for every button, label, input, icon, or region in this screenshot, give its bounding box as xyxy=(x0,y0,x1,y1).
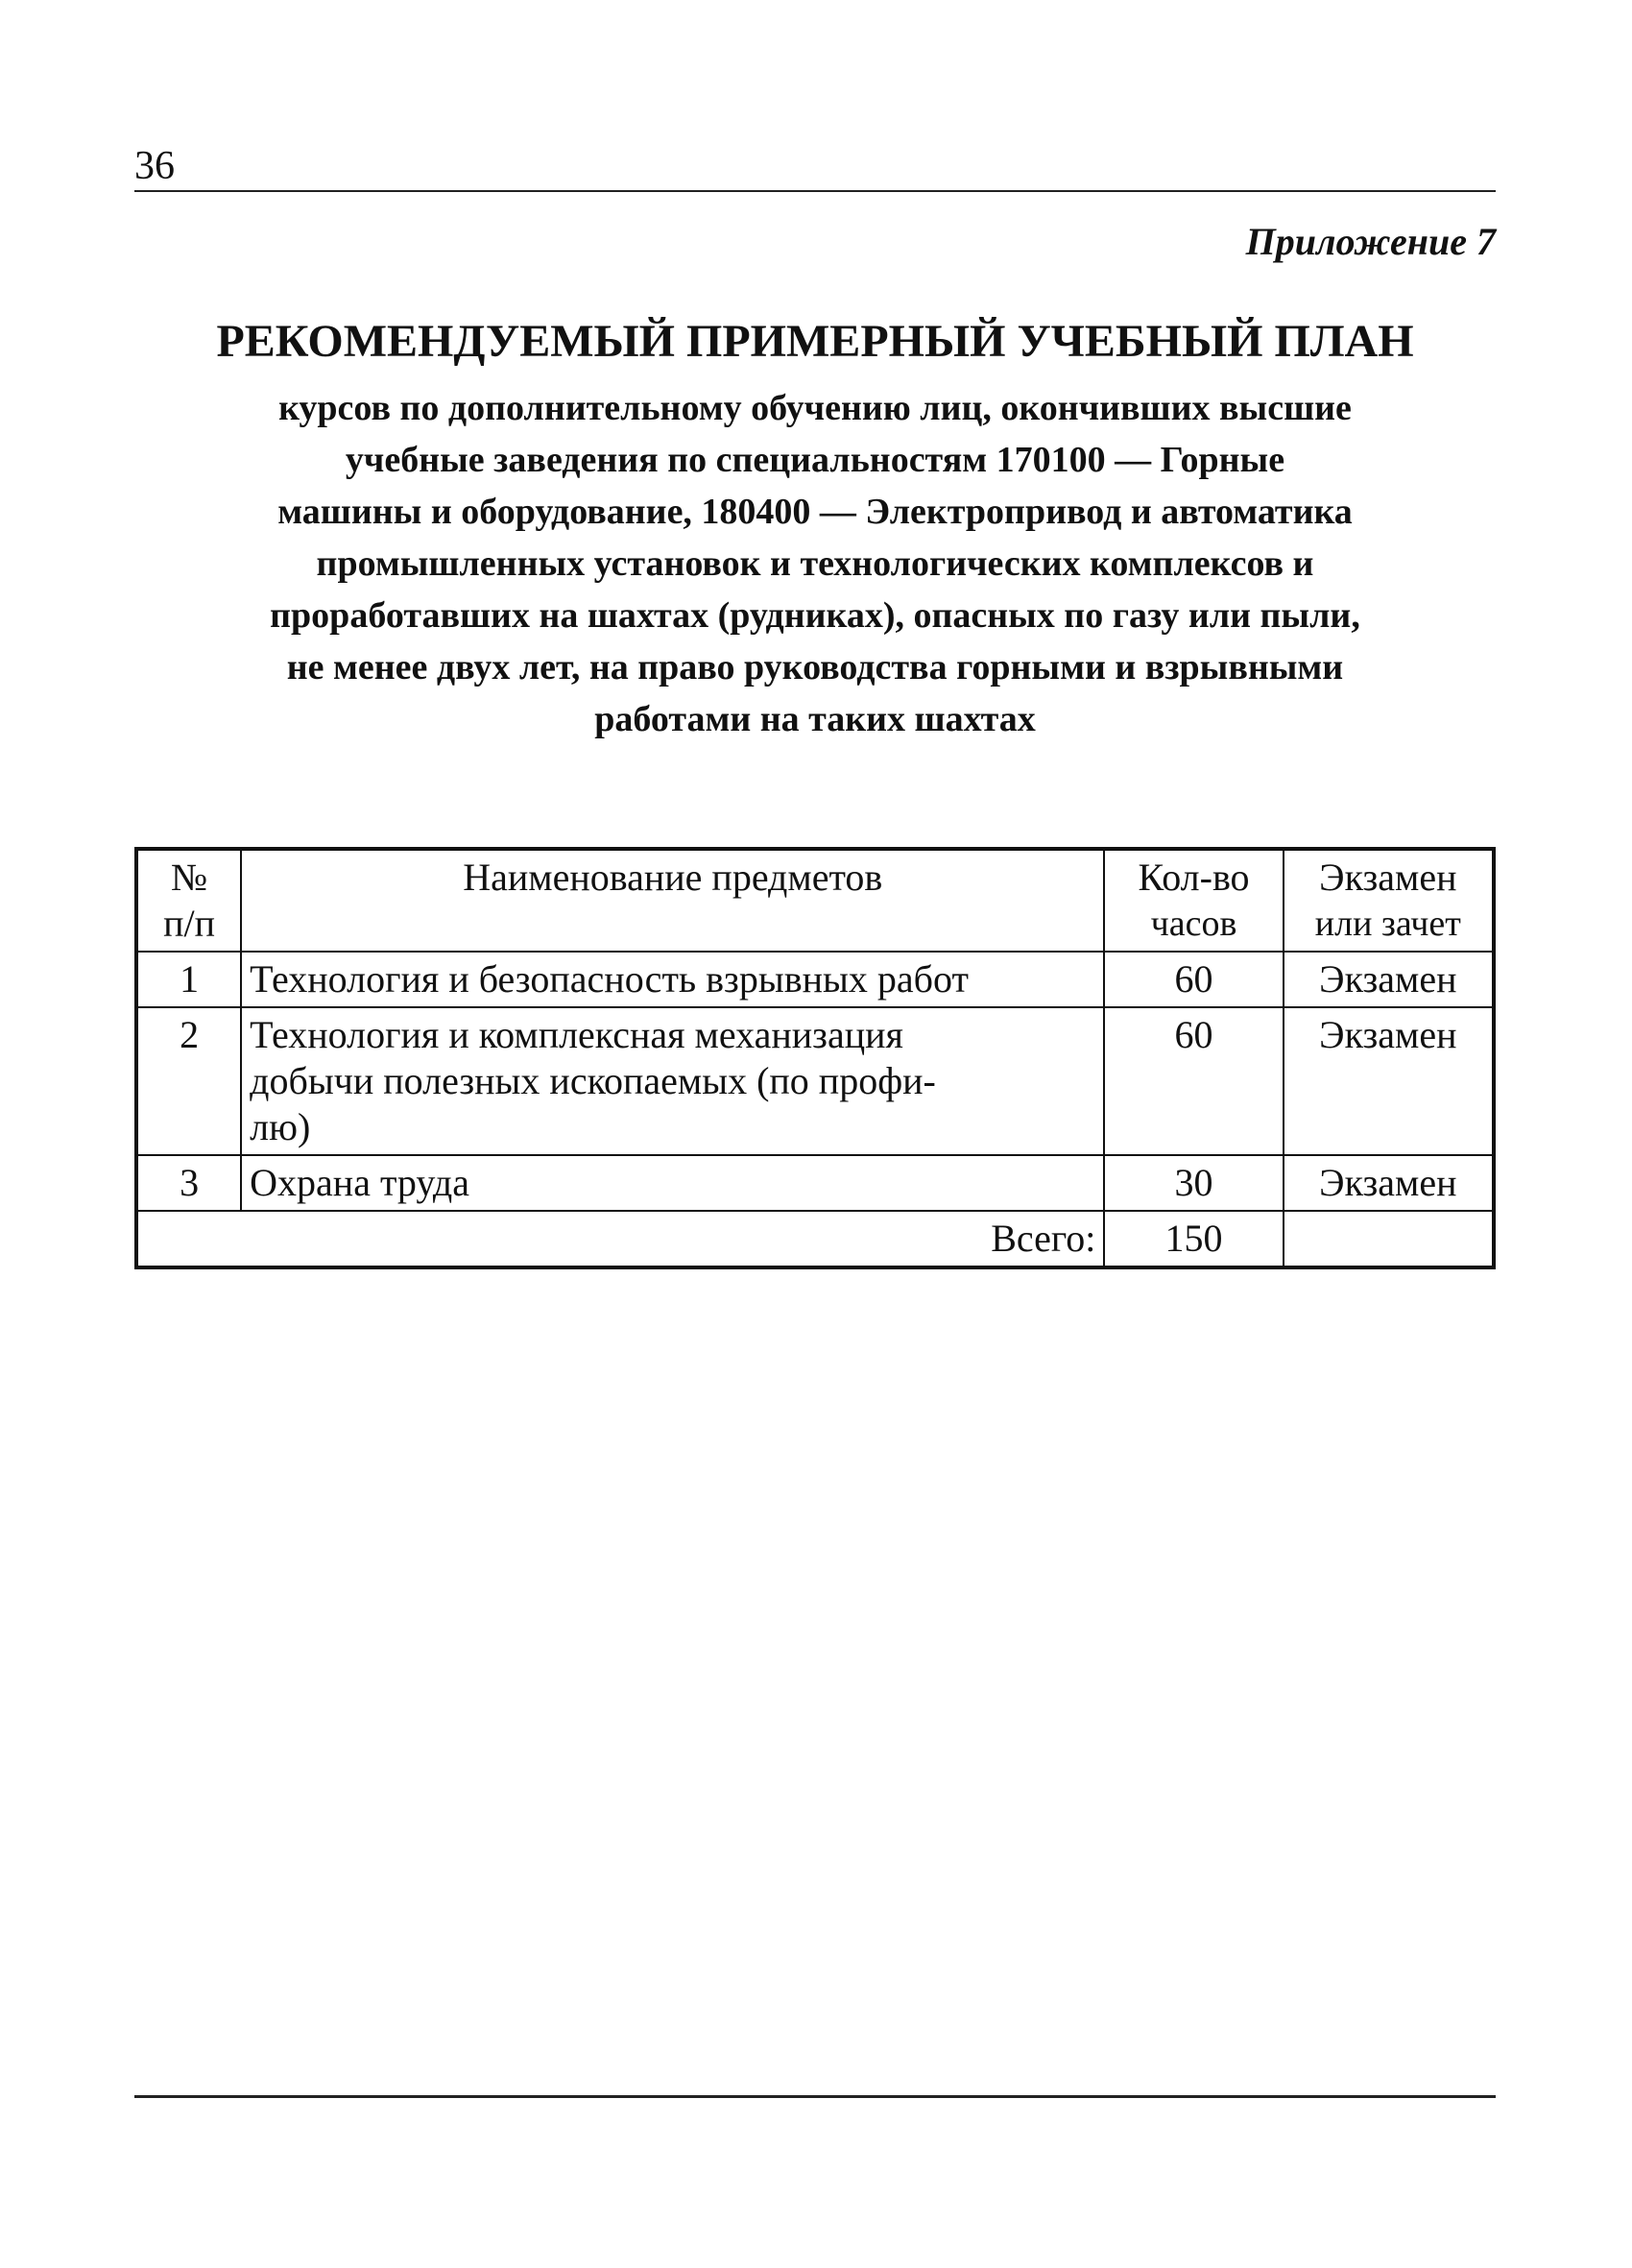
row-hours: 60 xyxy=(1104,952,1283,1007)
row-number: 1 xyxy=(136,952,241,1007)
header-rule xyxy=(134,190,1496,192)
row-exam: Экзамен xyxy=(1284,1007,1494,1155)
curriculum-table xyxy=(134,847,1496,1269)
document-subtitle xyxy=(134,382,1496,745)
total-label: Всего: xyxy=(136,1211,1104,1267)
row-subject xyxy=(241,1007,1104,1155)
header-exam-line: или зачет xyxy=(1314,904,1461,944)
row-subject-line: добычи полезных ископаемых (по профи- xyxy=(250,1059,936,1102)
header-number-line: № xyxy=(170,856,208,899)
row-subject xyxy=(241,952,1104,1007)
row-hours: 30 xyxy=(1104,1155,1283,1211)
row-subject-line: лю) xyxy=(250,1105,311,1148)
document-title: РЕКОМЕНДУЕМЫЙ ПРИМЕРНЫЙ УЧЕБНЫЙ ПЛАН xyxy=(216,316,1414,367)
subtitle-line: не менее двух лет, на право руководства горными и взрывными xyxy=(286,647,1344,688)
header-hours-line: Кол-во xyxy=(1138,856,1250,899)
row-number: 3 xyxy=(136,1155,241,1211)
row-hours: 60 xyxy=(1104,1007,1283,1155)
row-exam: Экзамен xyxy=(1284,952,1494,1007)
header-number xyxy=(136,849,241,952)
header-subject-name: Наименование предметов xyxy=(241,849,1104,952)
subtitle-line: машины и оборудование, 180400 — Электропривод и автоматика xyxy=(277,492,1353,532)
table-total-row xyxy=(136,1211,1494,1267)
subtitle-line: курсов по дополнительному обучению лиц, окончивших высшие xyxy=(278,388,1352,428)
subtitle-line: проработавших на шахтах (рудниках), опасных по газу или пыли, xyxy=(270,595,1360,636)
row-subject xyxy=(241,1155,1104,1211)
total-exam xyxy=(1284,1211,1494,1267)
row-exam: Экзамен xyxy=(1284,1155,1494,1211)
subtitle-line: работами на таких шахтах xyxy=(594,699,1036,739)
row-number: 2 xyxy=(136,1007,241,1155)
table-row xyxy=(136,952,1494,1007)
header-hours-line: часов xyxy=(1150,904,1237,944)
appendix-label: Приложение 7 xyxy=(1245,220,1496,263)
subtitle-line: учебные заведения по специальностям 170100 — Горные xyxy=(345,440,1285,480)
page-number: 36 xyxy=(134,144,175,188)
table-row xyxy=(136,1155,1494,1211)
table-row xyxy=(136,1007,1494,1155)
footer-rule xyxy=(134,2095,1496,2098)
row-subject-line: Технология и безопасность взрывных работ xyxy=(250,957,969,1001)
header-number-line: п/п xyxy=(163,902,216,945)
header-exam xyxy=(1284,849,1494,952)
row-subject-line: Охрана труда xyxy=(250,1161,469,1204)
total-hours: 150 xyxy=(1104,1211,1283,1267)
table-header-row xyxy=(136,849,1494,952)
header-hours xyxy=(1104,849,1283,952)
subtitle-line: промышленных установок и технологических комплексов и xyxy=(316,543,1314,584)
row-subject-line: Технология и комплексная механизация xyxy=(250,1013,903,1056)
header-exam-line: Экзамен xyxy=(1319,856,1457,899)
